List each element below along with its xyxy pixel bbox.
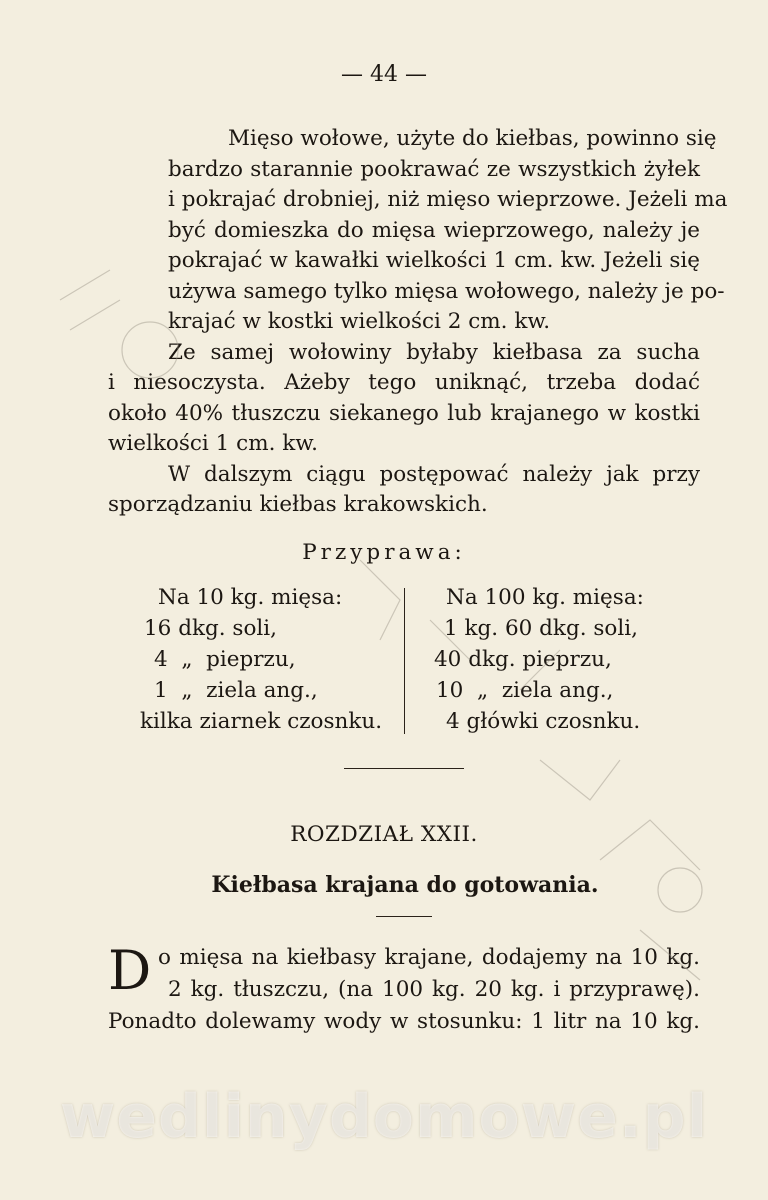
text-line: Ze samej wołowiny byłaby kiełbasa za sucha	[168, 339, 700, 365]
page-number: — 44 —	[341, 62, 427, 87]
spice-row: 1 „ ziela ang.,	[154, 678, 318, 703]
text-line: W dalszym ciągu postępować należy jak przy	[168, 461, 700, 487]
text-line: o mięsa na kiełbasy krajane, dodajemy na 10 kg.	[158, 945, 700, 970]
text-line: sporządzaniu kiełbas krakowskich.	[108, 492, 488, 517]
text-line: Mięso wołowe, użyte do kiełbas, powinno się	[228, 126, 717, 151]
spice-row: 4 główki czosnku.	[446, 709, 641, 734]
chapter-heading: ROZDZIAŁ XXII.	[290, 822, 478, 847]
text-line: 2 kg. tłuszczu, (na 100 kg. 20 kg. i przyprawę).	[168, 977, 700, 1002]
spice-row: 16 dkg. soli,	[144, 616, 277, 641]
spice-column-left	[110, 582, 400, 737]
spice-row: kilka ziarnek czosnku.	[140, 709, 383, 734]
watermark: wedlinydomowe.pl	[59, 1082, 709, 1152]
paragraph-2	[108, 338, 700, 460]
text-line: być domieszka do mięsa wieprzowego, należy je	[168, 217, 700, 243]
text-line: pokrajać w kawałki wielkości 1 cm. kw. Jeżeli się	[168, 248, 700, 273]
paragraph-3	[108, 460, 700, 521]
subtitle-rule	[376, 916, 432, 917]
spice-row: 10 „ ziela ang.,	[436, 678, 614, 703]
spice-column-right	[420, 582, 680, 737]
spice-heading: Przyprawa:	[302, 540, 466, 565]
section-rule	[344, 768, 464, 769]
text-line: wielkości 1 cm. kw.	[108, 431, 318, 456]
text-line: i niesoczysta. Ażeby tego uniknąć, trzeba dodać	[108, 370, 700, 395]
chapter-subtitle: Kiełbasa krajana do gotowania.	[211, 872, 599, 898]
paragraph-1	[108, 124, 728, 338]
spice-column-header: Na 10 kg. mięsa:	[158, 585, 343, 610]
text-line: używa samego tylko mięsa wołowego, należy je po-	[168, 278, 725, 304]
spice-row: 4 „ pieprzu,	[154, 647, 296, 672]
text-line: krajać w kostki wielkości 2 cm. kw.	[168, 309, 551, 334]
spice-row: 1 kg. 60 dkg. soli,	[444, 616, 638, 641]
spice-column-header: Na 100 kg. mięsa:	[446, 585, 644, 610]
text-line: około 40% tłuszczu siekanego lub krajanego w kostki	[108, 400, 700, 426]
text-line: i pokrajać drobniej, niż mięso wieprzowe. Jeżeli ma	[168, 187, 728, 212]
column-divider	[404, 588, 405, 734]
text-line: bardzo starannie pookrawać ze wszystkich żyłek	[168, 156, 700, 182]
drop-cap: D	[108, 939, 152, 1002]
body-text	[108, 124, 728, 521]
spice-row: 40 dkg. pieprzu,	[434, 647, 612, 672]
text-line: Ponadto dolewamy wody w stosunku: 1 litr na 10 kg.	[108, 1009, 700, 1034]
